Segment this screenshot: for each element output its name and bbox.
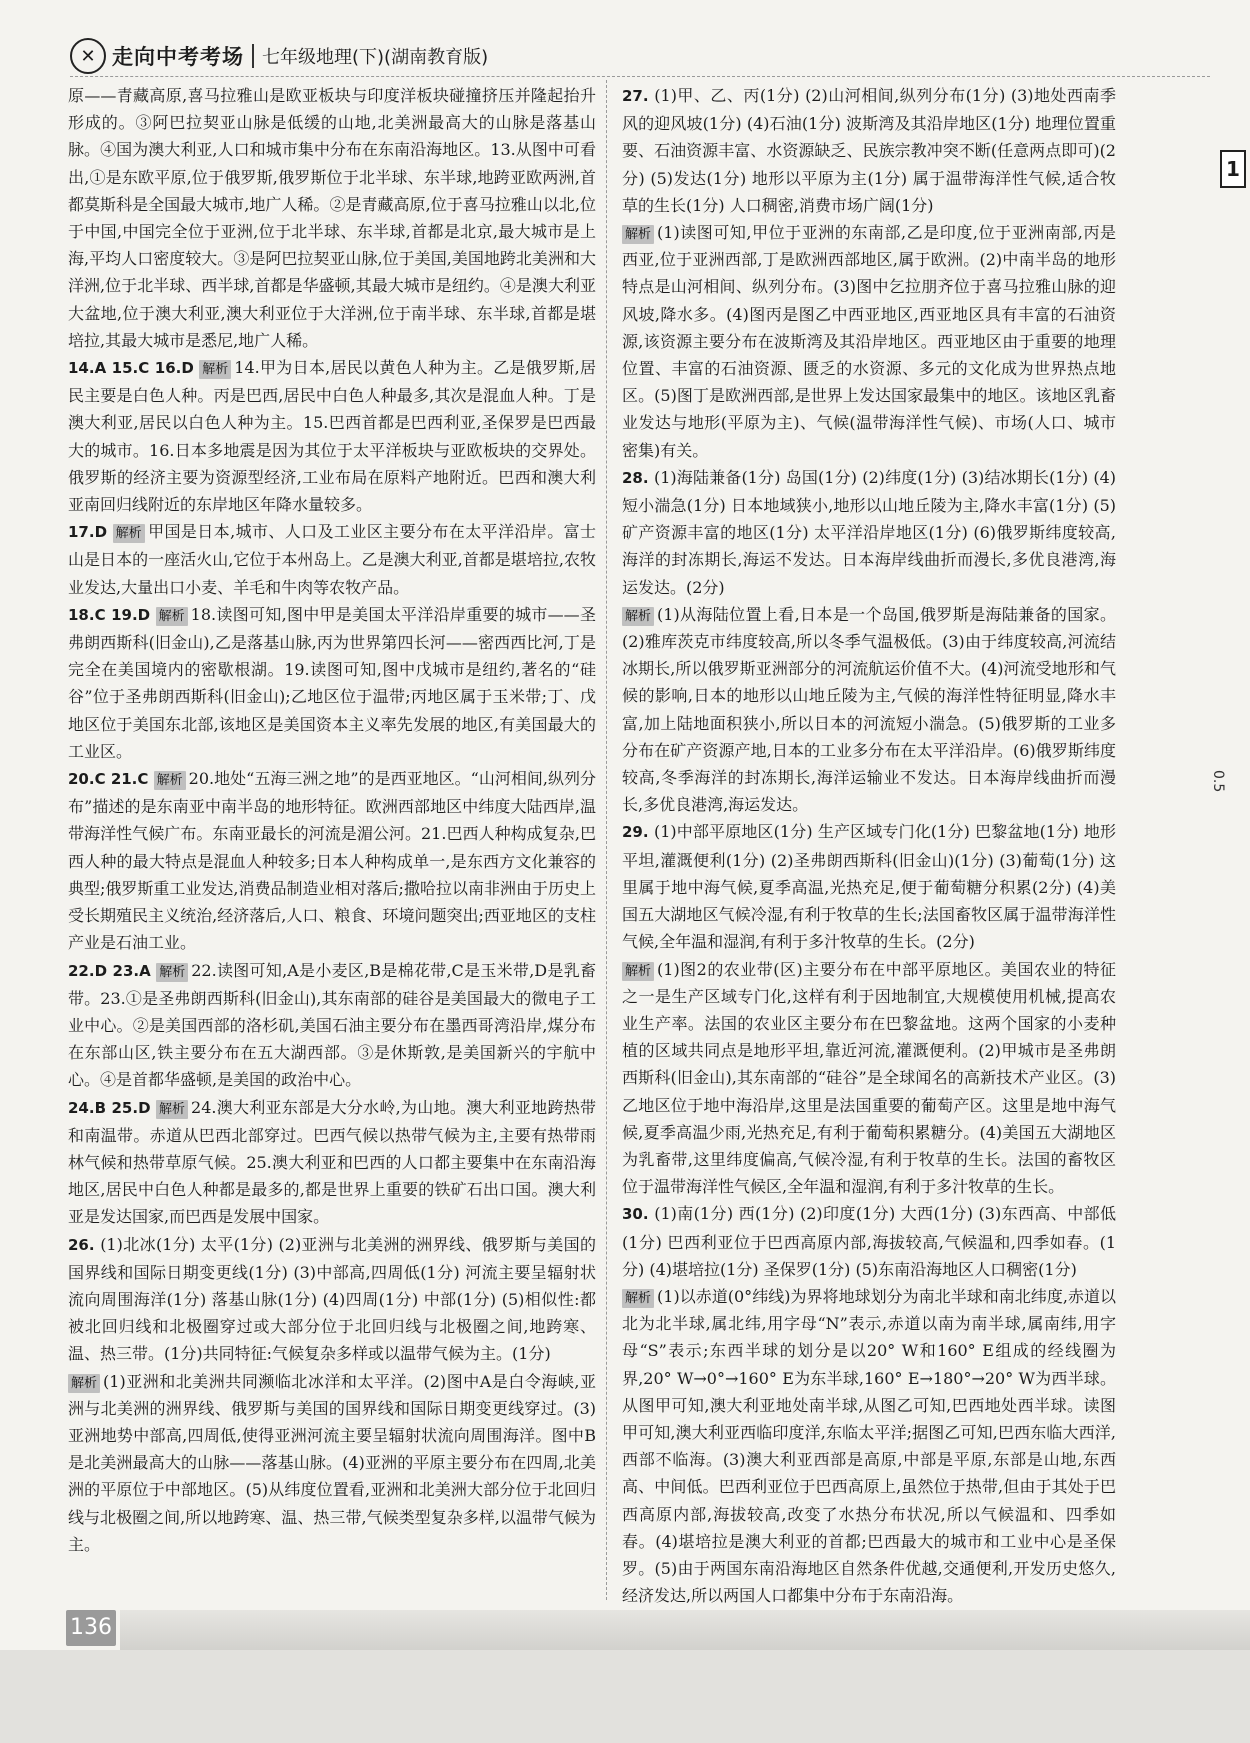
footer-band — [120, 1610, 1250, 1650]
header-rule-left — [70, 76, 620, 77]
analysis-tag: 解析 — [156, 1100, 188, 1119]
analysis-tag: 解析 — [156, 607, 188, 626]
compass-logo-icon: ✕ — [70, 38, 106, 74]
right-paragraph: 29. (1)中部平原地区(1分) 生产区域专门化(1分) 巴黎盆地(1分) 地形平坦,灌溉便利(1分) (2)圣弗朗西斯科(旧金山)(1分) (3)葡萄(1分) 这里属于地中海气候,夏季高温,光热充足,便于葡萄糖分积累(2分) (4)美国五大湖地区气候冷湿,有利于牧草的生长;法国畜牧区属于温带海洋性气候,全年温和湿润,有利于多汁牧草的生长。(2分) — [622, 822, 1117, 952]
left-paragraph: 22.D 23.A 解析 22.读图可知,A是小麦区,B是棉花带,C是玉米带,D是乳畜带。23.①是圣弗朗西斯科(旧金山),其东南部的硅谷是美国最大的微电子工业中心。②是美国西部的洛杉矶,美国石油主要分布在墨西哥湾沿岸,煤分布在东部山区,铁主要分布在五大湖西部。③是休斯敦,是美国新兴的宇航中心。④是首都华盛顿,是美国的政治中心。 — [68, 960, 596, 1090]
answer-column-right — [622, 82, 1116, 1609]
left-paragraph: 26. (1)北冰(1分) 太平(1分) (2)亚洲与北美洲的洲界线、俄罗斯与美国的国界线和国际日期变更线(1分) (3)中部高,四周低(1分) 河流主要呈辐射状流向周围海洋(1分) 落基山脉(1分) (4)四周(1分) 中部(1分) (5)相似性:都被北回归线和北极圈穿过或大部分位于北回归线与北极圈之间,地跨寒、温、热三带。(1分)共同特征:气候复杂多样或以温带气候为主。(1分) — [68, 1234, 596, 1364]
analysis-tag: 解析 — [622, 962, 654, 981]
left-paragraph: 14.A 15.C 16.D 解析 14.甲为日本,居民以黄色人种为主。乙是俄罗斯,居民主要是白色人种。丙是巴西,居民中白色人种最多,其次是混血人种。丁是澳大利亚,居民以白色人种为主。15.巴西首都是巴西利亚,圣保罗是巴西最大的城市。16.日本多地震是因为其位于太平洋板块与亚欧板块的交界处。俄罗斯的经济主要为资源型经济,工业布局在原料产地附近。巴西和澳大利亚南回归线附近的东岸地区年降水量较多。 — [68, 358, 596, 515]
left-paragraph: 17.D 解析 甲国是日本,城市、人口及工业区主要分布在太平洋沿岸。富士山是日本的一座活火山,它位于本州岛上。乙是澳大利亚,首都是堪培拉,农牧业发达,大量出口小麦、羊毛和牛肉等农牧产品。 — [68, 522, 596, 597]
answer-key: 30. — [622, 1205, 655, 1224]
left-paragraph: 18.C 19.D 解析 18.读图可知,图中甲是美国太平洋沿岸重要的城市——圣弗朗西斯科(旧金山),乙是落基山脉,丙为世界第四长河——密西西比河,丁是完全在美国境内的密歇根湖。19.读图可知,图中戊城市是纽约,著名的“硅谷”位于圣弗朗西斯科(旧金山);乙地区位于温带;丙地区属于玉米带;丁、戊地区位于美国东北部,该地区是美国资本主义率先发展的地区,有美国最大的工业区。 — [68, 604, 596, 761]
right-paragraph: 解析 (1)读图可知,甲位于亚洲的东南部,乙是印度,位于亚洲南部,丙是西亚,位于亚洲西部,丁是欧洲西部地区,属于欧洲。(2)中南半岛的地形特点是山河相间、纵列分布。(3)图中乞拉朋齐位于喜马拉雅山脉的迎风坡,降水多。(4)图丙是图乙中西亚地区,西亚地区具有丰富的石油资源,该资源主要分布在波斯湾及其沿岸地区。西亚地区由于重要的地理位置、丰富的石油资源、匮乏的水资源、多元的文化成为世界热点地区。(5)图丁是欧洲西部,是世界上发达国家最集中的地区。该地区乳畜业发达与地形(平原为主)、气候(温带海洋性气候)、市场(人口、城市密集)有关。 — [622, 223, 1116, 460]
left-paragraph: 解析 (1)亚洲和北美洲共同濒临北冰洋和太平洋。(2)图中A是白令海峡,亚洲与北美洲的洲界线、俄罗斯与美国的国界线和国际日期变更线穿过。(3)亚洲地势中部高,四周低,使得亚洲河流主要呈辐射状流向周围海洋。图中B是北美洲最高大的山脉——落基山脉。(4)亚洲的平原主要分布在四周,北美洲的平原位于中部地区。(5)从纬度位置看,亚洲和北美洲大部分位于北回归线与北极圈之间,所以地跨寒、温、热三带,气候类型复杂多样,以温带气候为主。 — [68, 1371, 596, 1554]
answer-key: 29. — [622, 823, 654, 842]
answer-key: 27. — [622, 87, 655, 105]
right-paragraph: 28. (1)海陆兼备(1分) 岛国(1分) (2)纬度(1分) (3)结冰期长(1分) (4)短小湍急(1分) 日本地域狭小,地形以山地丘陵为主,降水丰富(1分) (5)矿产资源丰富的地区(1分) 太平洋沿岸地区(1分) (6)俄罗斯纬度较高,海洋的封冻期长,海运不发达。日本海岸线曲折而漫长,多优良港湾,海运发达。(2分) — [622, 467, 1116, 597]
footer-bottom — [0, 1650, 1250, 1743]
analysis-tag: 解析 — [113, 524, 145, 543]
answer-key: 26. — [68, 1235, 101, 1254]
right-paragraph: 30. (1)南(1分) 西(1分) (2)印度(1分) 大西(1分) (3)东西高、中部低(1分) 巴西利亚位于巴西高原内部,海拔较高,气候温和,四季如春。(1分) (4)堪培拉(1分) 圣保罗(1分) (5)东南沿海地区人口稠密(1分) — [622, 1204, 1116, 1279]
answer-key: 18.C 19.D — [68, 605, 156, 624]
side-marker-text: 0.5 — [1210, 770, 1226, 793]
analysis-tag: 解析 — [154, 771, 186, 790]
column-divider — [606, 80, 607, 1600]
right-paragraph: 27. (1)甲、乙、丙(1分) (2)山河相间,纵列分布(1分) (3)地处西南季风的迎风坡(1分) (4)石油(1分) 波斯湾及其沿岸地区(1分) 地理位置重要、石油资源丰富、水资源缺乏、民族宗教冲突不断(任意两点即可)(2分) (5)发达(1分) 地形以平原为主(1分) 属于温带海洋性气候,适合牧草的生长(1分) 人口稠密,消费市场广阔(1分) — [622, 86, 1116, 215]
book-subtitle: 七年级地理(下)(湖南教育版) — [262, 47, 489, 68]
chapter-tab: 1 — [1220, 150, 1246, 188]
header-rule-right — [622, 76, 1210, 77]
left-paragraph: 20.C 21.C 解析 20.地处“五海三洲之地”的是西亚地区。“山河相间,纵列分布”描述的是东南亚中南半岛的地形特征。欧洲西部地区中纬度大陆西岸,温带海洋性气候广布。东南亚最长的河流是湄公河。21.巴西人种构成复杂,巴西人种的最大特点是混血人种较多;日本人种构成单一,是东西方文化兼容的典型;俄罗斯重工业发达,消费品制造业相对落后;撒哈拉以南非洲由于历史上受长期殖民主义统治,经济落后,人口、粮食、环境问题突出;西亚地区的支柱产业是石油工业。 — [68, 769, 597, 953]
left-paragraph: 原——青藏高原,喜马拉雅山是欧亚板块与印度洋板块碰撞挤压并隆起抬升形成的。③阿巴拉契亚山脉是低缓的山地,北美洲最高大的山脉是落基山脉。④国为澳大利亚,人口和城市集中分布在东南沿海地区。13.从图中可看出,①是东欧平原,位于俄罗斯,俄罗斯位于北半球、东半球,地跨亚欧两洲,首都莫斯科是全国最大城市,地广人稀。②是青藏高原,位于喜马拉雅山以北,位于中国,中国完全位于亚洲,位于北半球、东半球,首都是北京,最大城市是上海,平均人口密度较大。③是阿巴拉契亚山脉,位于美国,美国地跨北美洲和大洋洲,位于北半球、西半球,首都是华盛顿,其最大城市是纽约。④是澳大利亚大盆地,位于澳大利亚,澳大利亚位于大洋洲,位于南半球、东半球,首都是堪培拉,其最大城市是悉尼,地广人稀。 — [68, 86, 596, 350]
answer-key: 28. — [622, 468, 654, 487]
page-header — [70, 38, 1200, 74]
page-number: 136 — [66, 1610, 116, 1646]
right-paragraph: 解析 (1)以赤道(0°纬线)为界将地球划分为南北半球和南北纬度,赤道以北为北半球,属北纬,用字母“N”表示,赤道以南为南半球,属南纬,用字母“S”表示;东西半球的划分是以20° W和160° E组成的经线圈为界,20° W→0°→160° E为东半球,160° E→180°→20° W为西半球。从图甲可知,澳大利亚地处南半球,从图乙可知,巴西地处西半球。读图甲可知,澳大利亚西临印度洋,东临太平洋;据图乙可知,巴西东临大西洋,西部不临海。(3)澳大利亚西部是高原,中部是平原,东部是山地,东西高、中间低。巴西利亚位于巴西高原上,虽然位于热带,但由于其处于巴西高原内部,海拔较高,改变了水热分布状况,所以气候温和、四季如春。(4)堪培拉是澳大利亚的首都;巴西最大的城市和工业中心是圣保罗。(5)由于两国东南沿海地区自然条件优越,交通便利,开发历史悠久,经济发达,所以两国人口都集中分布于东南沿海。 — [622, 1286, 1116, 1606]
brand-title: 走向中考考场 — [112, 45, 244, 69]
right-paragraph: 解析 (1)图2的农业带(区)主要分布在中部平原地区。美国农业的特征之一是生产区域专门化,这样有利于因地制宜,大规模使用机械,提高农业生产率。法国的农业区主要分布在巴黎盆地。这两个国家的小麦种植的区域共同点是地形平坦,靠近河流,灌溉便利。(2)甲城市是圣弗朗西斯科(旧金山),其东南部的“硅谷”是全球闻名的高新技术产业区。(3)乙地区位于地中海沿岸,这里是法国重要的葡萄产区。这里是地中海气候,夏季高温少雨,光热充足,有利于葡萄积累糖分。(4)美国五大湖地区为乳畜带,这里纬度偏高,气候冷湿,有利于牧草的生长。法国的畜牧区位于温带海洋性气候区,全年温和湿润,有利于多汁牧草的生长。 — [622, 959, 1116, 1197]
answer-column-left — [68, 82, 596, 1558]
analysis-tag: 解析 — [68, 1374, 100, 1393]
answer-key: 22.D 23.A — [68, 961, 157, 980]
answer-key: 14.A 15.C 16.D — [68, 359, 200, 378]
analysis-tag: 解析 — [622, 1289, 654, 1308]
left-paragraph: 24.B 25.D 解析 24.澳大利亚东部是大分水岭,为山地。澳大利亚地跨热带和南温带。赤道从巴西北部穿过。巴西气候以热带气候为主,主要有热带雨林气候和热带草原气候。25.澳大利亚和巴西的人口都主要集中在东南沿海地区,居民中白色人种都是最多的,都是世界上重要的铁矿石出口国。澳大利亚是发达国家,而巴西是发展中国家。 — [68, 1097, 596, 1227]
analysis-tag: 解析 — [622, 225, 654, 244]
header-separator — [252, 44, 254, 68]
analysis-tag: 解析 — [622, 607, 654, 626]
answer-key: 17.D — [68, 523, 113, 542]
answer-key: 24.B 25.D — [68, 1098, 157, 1117]
analysis-tag: 解析 — [156, 963, 188, 982]
right-paragraph: 解析 (1)从海陆位置上看,日本是一个岛国,俄罗斯是海陆兼备的国家。(2)雅库茨克市纬度较高,所以冬季气温极低。(3)由于纬度较高,河流结冰期长,所以俄罗斯亚洲部分的河流航运价值不大。(4)河流受地形和气候的影响,日本的地形以山地丘陵为主,气候的海洋性特征明显,降水丰富,加上陆地面积狭小,所以日本的河流短小湍急。(5)俄罗斯的工业多分布在矿产资源产地,日本的工业多分布在太平洋沿岸。(6)俄罗斯纬度较高,冬季海洋的封冻期长,海洋运输业不发达。日本海岸线曲折而漫长,多优良港湾,海运发达。 — [622, 604, 1116, 815]
answer-key: 20.C 21.C — [68, 770, 154, 789]
analysis-tag: 解析 — [199, 360, 231, 379]
